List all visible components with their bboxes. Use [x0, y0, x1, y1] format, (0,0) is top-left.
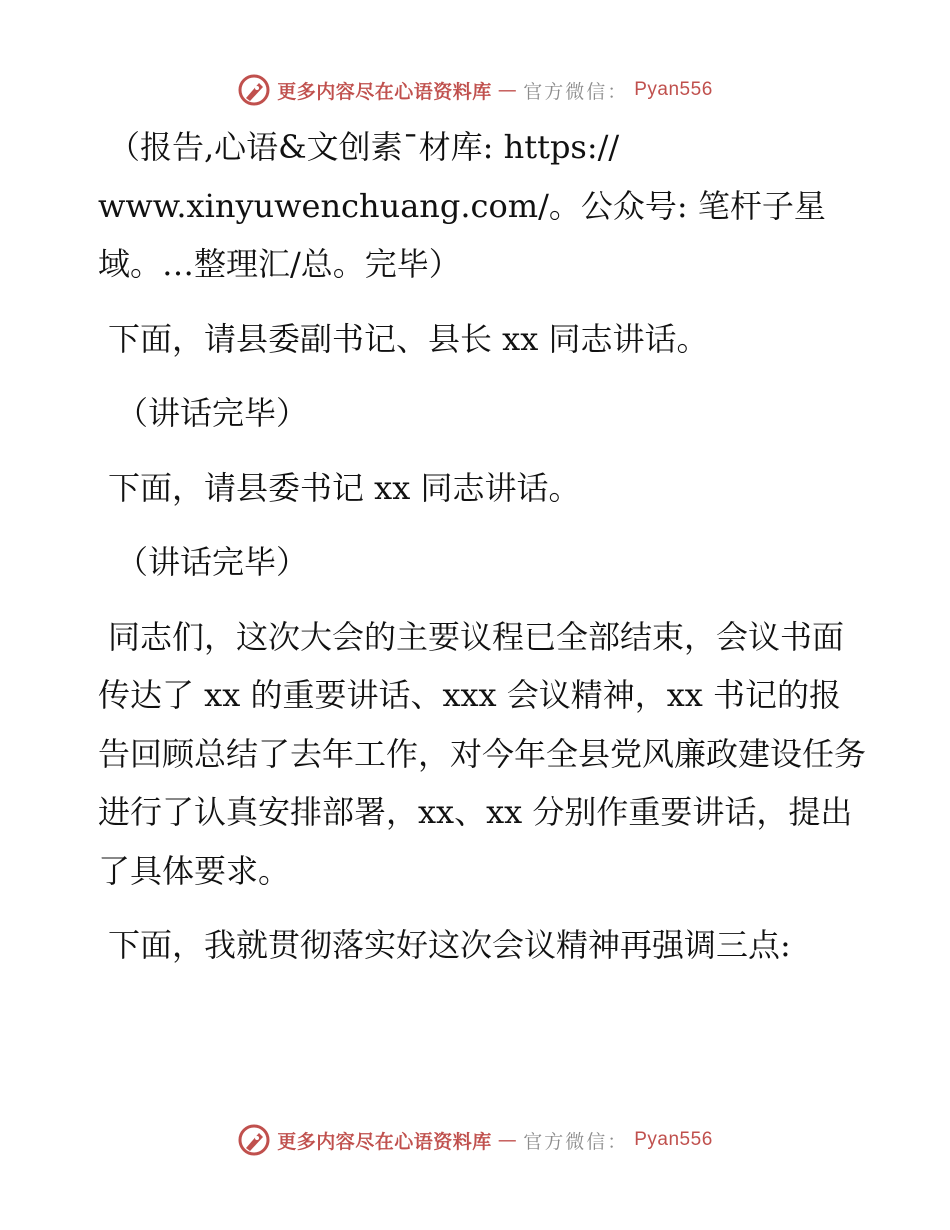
- pen-nib-logo-icon: [237, 1123, 271, 1157]
- banner-wechat-id: Pyan556: [634, 79, 713, 100]
- paragraph-speech-finished-2: （讲话完毕）: [116, 543, 309, 581]
- header-banner: [0, 70, 950, 110]
- banner-official-label: 官方微信：: [523, 1130, 629, 1153]
- banner-dash: —: [497, 79, 518, 101]
- pen-nib-logo-icon: [237, 73, 271, 107]
- paragraph-three-points: 下面，我就贯彻落实好这次会议精神再强调三点:: [108, 926, 791, 964]
- paragraph-meeting-summary: 同志们，这次大会的主要议程已全部结束，会议书面传达了 xx 的重要讲话、xxx 会议精神，xx 书记的报告回顾总结了去年工作，对今年全县党风廉政建设任务进行了认真安排部署，xx、xx 分别作重要讲话，提出了具体要求。: [98, 617, 867, 890]
- banner-main-text: 更多内容尽在心语资料库: [277, 1130, 492, 1153]
- document-body: [98, 118, 868, 991]
- paragraph-secretary-speech: 下面，请县委书记 xx 同志讲话。: [108, 468, 581, 507]
- footer-banner: [0, 1120, 950, 1160]
- banner-dash: —: [497, 1129, 518, 1151]
- paragraph-vice-secretary-speech: 下面，请县委副书记、县长 xx 同志讲话。: [108, 319, 709, 358]
- banner-main-text: 更多内容尽在心语资料库: [277, 80, 492, 103]
- paragraph-speech-finished-1: （讲话完毕）: [116, 394, 309, 432]
- banner-wechat-id: Pyan556: [634, 1129, 713, 1150]
- banner-official-label: 官方微信：: [523, 80, 629, 103]
- paragraph-source-note: （报告,心语&文创素¯材库: https:// www.xinyuwenchuang.com/。公众号: 笔杆子星域。…整理汇/总。完毕）: [98, 128, 826, 283]
